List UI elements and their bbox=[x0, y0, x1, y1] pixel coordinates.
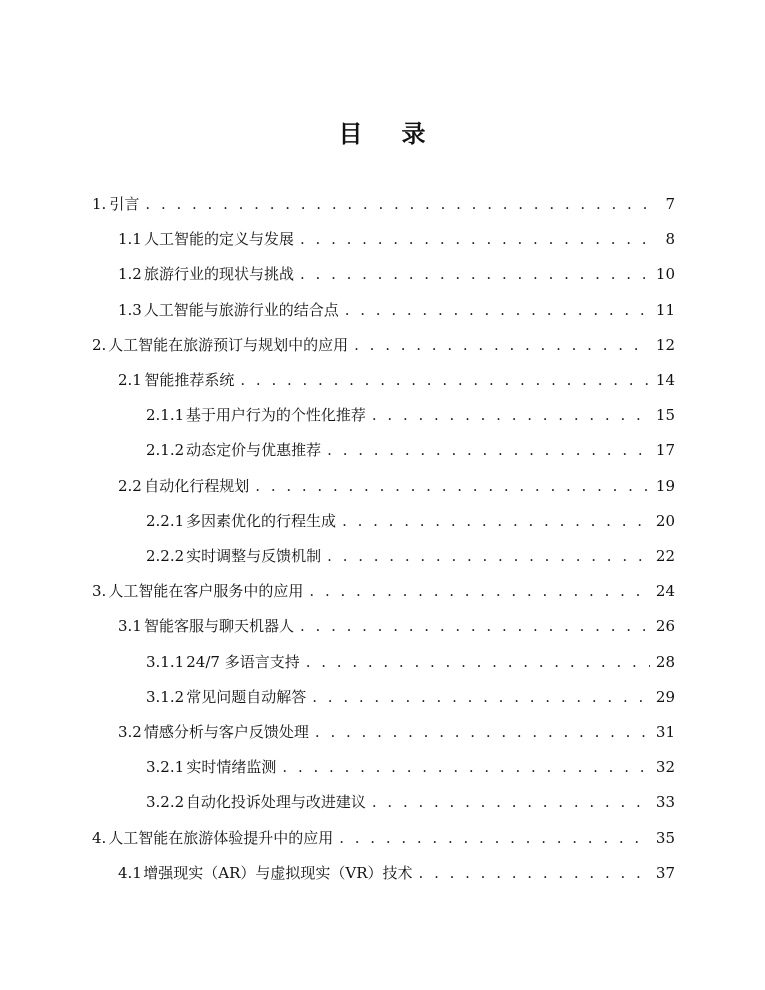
toc-leader-dots bbox=[354, 333, 650, 357]
toc-entry[interactable] bbox=[146, 438, 675, 462]
page-title bbox=[0, 114, 765, 149]
toc-entry-page-number: 14 bbox=[655, 371, 675, 389]
toc-entry-label: 人工智能在旅游体验提升中的应用 bbox=[108, 828, 334, 847]
toc-entry-label: 多因素优化的行程生成 bbox=[186, 511, 337, 530]
toc-leader-dots bbox=[315, 720, 650, 744]
toc-entry-label: 旅游行业的现状与挑战 bbox=[143, 265, 294, 284]
toc-entry[interactable] bbox=[118, 262, 675, 286]
toc-leader-dots bbox=[145, 192, 651, 216]
toc-entry-number: 3.2.2 bbox=[146, 793, 185, 812]
toc-entry-label: 实时情绪监测 bbox=[186, 758, 277, 777]
toc-entry-label: 人工智能在客户服务中的应用 bbox=[108, 582, 304, 601]
toc-entry-label: 增强现实（AR）与虚拟现实（VR）技术 bbox=[143, 863, 413, 882]
toc-entry[interactable] bbox=[146, 685, 675, 709]
toc-entry-number: 3.1 bbox=[118, 617, 142, 636]
toc-entry[interactable] bbox=[146, 650, 675, 674]
toc-entry-label: 动态定价与优惠推荐 bbox=[186, 441, 322, 460]
toc-entry-page-number: 7 bbox=[665, 195, 675, 213]
title-char-1: 目 bbox=[338, 119, 364, 148]
toc-entry-page-number: 22 bbox=[655, 547, 675, 565]
toc-entry-number: 2.1.2 bbox=[146, 441, 185, 460]
toc-entry[interactable] bbox=[118, 861, 675, 885]
toc-entry-number: 3. bbox=[92, 582, 107, 601]
toc-entry-page-number: 15 bbox=[655, 406, 675, 425]
toc-leader-dots bbox=[345, 298, 650, 322]
toc-entry-number: 2.2 bbox=[118, 476, 142, 495]
toc-leader-dots bbox=[300, 227, 651, 251]
toc-entry-page-number: 17 bbox=[655, 441, 675, 460]
toc-entry[interactable] bbox=[146, 755, 675, 779]
toc-entry-page-number: 37 bbox=[655, 863, 675, 882]
toc-entry-page-number: 12 bbox=[655, 335, 675, 354]
toc-entry-number: 2. bbox=[92, 335, 107, 354]
toc-entry-page-number: 26 bbox=[655, 617, 675, 636]
toc-entry-label: 常见问题自动解答 bbox=[186, 687, 307, 706]
toc-entry-label: 人工智能在旅游预订与规划中的应用 bbox=[108, 335, 349, 354]
toc-entry-number: 3.1.1 bbox=[146, 652, 185, 671]
toc-entry-label: 智能推荐系统 bbox=[144, 371, 235, 389]
toc-entry[interactable] bbox=[118, 368, 675, 392]
toc-entry-number: 2.2.2 bbox=[146, 547, 185, 565]
toc-entry-number: 3.2.1 bbox=[146, 758, 185, 777]
toc-leader-dots bbox=[419, 861, 650, 885]
toc-leader-dots bbox=[306, 650, 650, 674]
toc-entry-number: 4.1 bbox=[118, 863, 142, 882]
toc-entry-page-number: 33 bbox=[655, 793, 675, 812]
toc-entry-label: 人工智能与旅游行业的结合点 bbox=[143, 300, 339, 319]
toc-entry-number: 2.2.1 bbox=[146, 511, 185, 530]
toc-entry-label: 智能客服与聊天机器人 bbox=[143, 617, 294, 636]
toc-entry-number: 3.2 bbox=[118, 723, 142, 741]
toc-entry-number: 1.2 bbox=[118, 265, 142, 284]
toc-leader-dots bbox=[255, 474, 650, 498]
toc-entry-label: 实时调整与反馈机制 bbox=[186, 547, 322, 565]
toc-entry[interactable] bbox=[146, 509, 675, 533]
toc-leader-dots bbox=[339, 826, 650, 850]
toc-entry-number: 2.1.1 bbox=[146, 406, 185, 425]
toc-entry[interactable] bbox=[92, 192, 675, 216]
toc-entry[interactable] bbox=[146, 403, 675, 427]
toc-entry-number: 4. bbox=[92, 828, 107, 847]
toc-entry-page-number: 20 bbox=[655, 511, 675, 530]
toc-leader-dots bbox=[282, 755, 649, 779]
toc-entry-number: 1.1 bbox=[118, 230, 142, 249]
toc-entry-label: 基于用户行为的个性化推荐 bbox=[185, 406, 366, 425]
toc-entry-page-number: 32 bbox=[655, 758, 675, 777]
toc-entry-page-number: 28 bbox=[655, 652, 675, 671]
toc-entry[interactable] bbox=[92, 579, 675, 603]
toc-leader-dots bbox=[342, 509, 650, 533]
toc-entry-label: 人工智能的定义与发展 bbox=[144, 230, 295, 249]
toc-entry-page-number: 24 bbox=[655, 582, 675, 601]
toc-entry-page-number: 35 bbox=[655, 828, 675, 847]
toc-entry-page-number: 29 bbox=[655, 687, 675, 706]
toc-entry-label: 24/7 多语言支持 bbox=[186, 652, 300, 671]
toc-entry-number: 1. bbox=[92, 195, 107, 213]
toc-leader-dots bbox=[240, 368, 650, 392]
toc-leader-dots bbox=[372, 403, 650, 427]
toc-entry-page-number: 31 bbox=[655, 723, 675, 741]
title-char-2: 录 bbox=[401, 119, 427, 148]
toc-entry[interactable] bbox=[118, 614, 675, 638]
toc-leader-dots bbox=[300, 614, 650, 638]
toc-entry[interactable] bbox=[92, 826, 675, 850]
toc-leader-dots bbox=[327, 544, 650, 568]
toc-entry[interactable] bbox=[146, 790, 675, 814]
toc-entry-page-number: 19 bbox=[655, 476, 675, 495]
toc-entry-number: 2.1 bbox=[118, 371, 142, 389]
toc-leader-dots bbox=[309, 579, 650, 603]
toc-entry[interactable] bbox=[146, 544, 675, 568]
toc-leader-dots bbox=[300, 262, 650, 286]
toc-entry[interactable] bbox=[92, 333, 675, 357]
toc-entry-page-number: 8 bbox=[665, 230, 675, 249]
toc-entry[interactable] bbox=[118, 474, 675, 498]
toc-entry[interactable] bbox=[118, 720, 675, 744]
toc-leader-dots bbox=[312, 685, 650, 709]
toc-entry-label: 自动化行程规划 bbox=[144, 476, 250, 495]
toc-entry[interactable] bbox=[118, 227, 675, 251]
toc-leader-dots bbox=[327, 438, 650, 462]
toc-entry-number: 3.1.2 bbox=[146, 687, 185, 706]
toc-entry-label: 自动化投诉处理与改进建议 bbox=[185, 793, 366, 812]
toc-entry-page-number: 10 bbox=[655, 265, 675, 284]
toc-entry-label: 情感分析与客户反馈处理 bbox=[143, 723, 309, 741]
toc-leader-dots bbox=[372, 790, 650, 814]
toc-entry-number: 1.3 bbox=[118, 300, 142, 319]
toc-entry-label: 引言 bbox=[109, 195, 140, 213]
toc-entry[interactable] bbox=[118, 298, 675, 322]
toc-entry-page-number: 11 bbox=[655, 300, 675, 319]
